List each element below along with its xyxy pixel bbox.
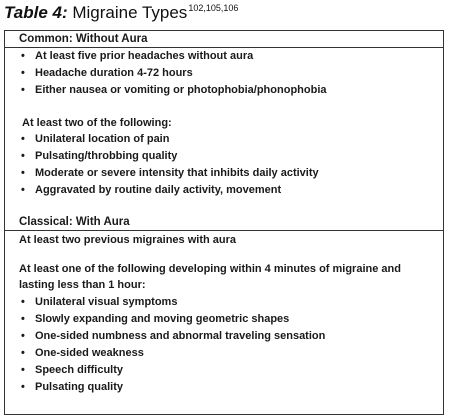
list-item-text: Speech difficulty — [35, 364, 124, 376]
bullet-icon: • — [21, 50, 25, 62]
list-item — [19, 148, 319, 165]
common-subheading: At least two of the following: — [22, 117, 172, 129]
bullet-icon: • — [21, 167, 25, 179]
classical-subheading: At least one of the following developing within 4 minutes of migraine and lasting less than 1 hour: — [19, 263, 401, 291]
list-item-text: Pulsating/throbbing quality — [35, 150, 178, 162]
bullet-icon: • — [21, 347, 25, 359]
list-item-text: One-sided weakness — [35, 347, 144, 359]
list-item-text: Unilateral visual symptoms — [35, 296, 178, 308]
list-item — [19, 82, 327, 99]
bullet-icon: • — [21, 296, 25, 308]
list-item — [19, 165, 319, 182]
bullet-icon: • — [21, 381, 25, 393]
list-item-text: Either nausea or vomiting or photophobia/phonophobia — [35, 84, 327, 96]
list-item — [19, 131, 319, 148]
classical-features-list — [19, 294, 325, 396]
bullet-icon: • — [21, 184, 25, 196]
list-item-text: Unilateral location of pain — [35, 133, 170, 145]
bullet-icon: • — [21, 150, 25, 162]
reference-superscript: 102,105,106 — [188, 3, 239, 14]
bullet-icon: • — [21, 133, 25, 145]
list-item-text: Headache duration 4-72 hours — [35, 67, 193, 79]
bullet-icon: • — [21, 330, 25, 342]
list-item — [19, 65, 327, 82]
list-item-text: At least five prior headaches without aura — [35, 50, 254, 62]
migraine-types-table — [4, 30, 444, 415]
table-number: Table 4: — [4, 3, 68, 22]
classical-criterion: At least two previous migraines with aura — [19, 234, 236, 246]
common-features-list — [19, 131, 319, 199]
section-header-common: Common: Without Aura — [5, 31, 443, 48]
bullet-icon: • — [21, 364, 25, 376]
list-item — [19, 182, 319, 199]
list-item-text: Aggravated by routine daily activity, movement — [35, 184, 282, 196]
list-item — [19, 345, 325, 362]
list-item — [19, 362, 325, 379]
table-title — [4, 2, 238, 24]
list-item — [19, 379, 325, 396]
list-item — [19, 328, 325, 345]
list-item-text: Slowly expanding and moving geometric shapes — [35, 313, 290, 325]
section-header-classical: Classical: With Aura — [5, 214, 443, 231]
common-criteria-list — [19, 48, 327, 99]
bullet-icon: • — [21, 313, 25, 325]
list-item-text: Pulsating quality — [35, 381, 124, 393]
list-item — [19, 294, 325, 311]
list-item-text: Moderate or severe intensity that inhibits daily activity — [35, 167, 319, 179]
table-name: Migraine Types — [72, 3, 188, 22]
bullet-icon: • — [21, 84, 25, 96]
list-item — [19, 48, 327, 65]
list-item-text: One-sided numbness and abnormal traveling sensation — [35, 330, 326, 342]
list-item — [19, 311, 325, 328]
bullet-icon: • — [21, 67, 25, 79]
